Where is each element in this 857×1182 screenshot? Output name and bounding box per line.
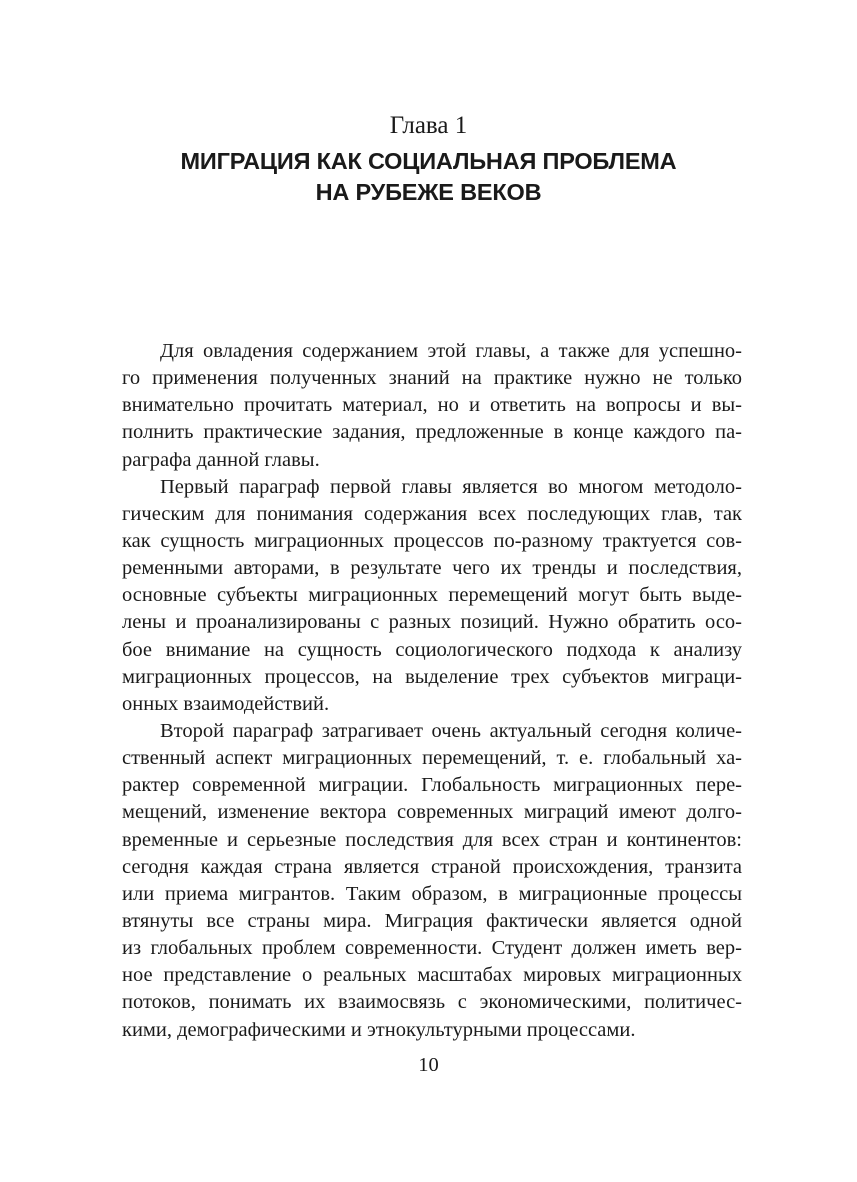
text-line: потоков, понимать их взаимосвязь с экономическими, политичес-: [122, 991, 742, 1014]
text-line: онных взаимодействий.: [122, 692, 330, 715]
text-line: как сущность миграционных процессов по-разному трактуется сов-: [122, 529, 742, 552]
chapter-title-line: НА РУБЕЖЕ ВЕКОВ: [315, 179, 542, 205]
text-line: ное представление о реальных масштабах мировых миграционных: [122, 964, 742, 987]
text-line: лены и проанализированы с разных позиций. Нужно обратить осо-: [122, 611, 742, 634]
text-line: полнить практические задания, предложенные в конце каждого па-: [122, 421, 742, 444]
text-line: Первый параграф первой главы является во многом методоло-: [160, 475, 742, 498]
text-line: временные и серьезные последствия для всех стран и континентов:: [122, 828, 742, 851]
text-line: из глобальных проблем современности. Студент должен иметь вер-: [122, 937, 742, 960]
text-line: гическим для понимания содержания всех последующих глав, так: [122, 502, 742, 525]
body-text: [122, 338, 742, 1044]
text-line: миграционных процессов, на выделение трех субъектов миграци-: [122, 665, 742, 688]
text-line: го применения полученных знаний на практике нужно не только: [122, 367, 742, 390]
text-line: ственный аспект миграционных перемещений, т. е. глобальный ха-: [122, 747, 742, 770]
text-line: бое внимание на сущность социологического подхода к анализу: [122, 638, 742, 661]
text-line: рактер современной миграции. Глобальность миграционных пере-: [122, 774, 742, 797]
paragraph-second-section: [122, 718, 742, 1044]
text-line: сегодня каждая страна является страной происхождения, транзита: [122, 855, 742, 878]
chapter-title: [0, 146, 857, 208]
paragraph-first-section: [122, 474, 742, 718]
text-line: втянуты все страны мира. Миграция фактически является одной: [122, 909, 742, 932]
text-line: мещений, изменение вектора современных миграций имеют долго-: [122, 801, 742, 824]
text-line: или приема мигрантов. Таким образом, в миграционные процессы: [122, 882, 742, 905]
chapter-label: Глава 1: [389, 112, 468, 139]
text-line: Второй параграф затрагивает очень актуальный сегодня количе-: [160, 719, 742, 742]
text-line: ременными авторами, в результате чего их тренды и последствия,: [122, 557, 742, 580]
text-line: Для овладения содержанием этой главы, а также для успешно-: [160, 340, 742, 362]
text-line: основные субъекты миграционных перемещений могут быть выде-: [122, 584, 742, 607]
text-line: внимательно прочитать материал, но и ответить на вопросы и вы-: [122, 394, 742, 417]
text-line: раграфа данной главы.: [122, 448, 320, 471]
text-line: кими, демографическими и этнокультурными процессами.: [122, 1018, 636, 1041]
page-number: 10: [418, 1054, 439, 1076]
chapter-title-line: МИГРАЦИЯ КАК СОЦИАЛЬНАЯ ПРОБЛЕМА: [180, 148, 677, 174]
paragraph-intro: [122, 338, 742, 474]
